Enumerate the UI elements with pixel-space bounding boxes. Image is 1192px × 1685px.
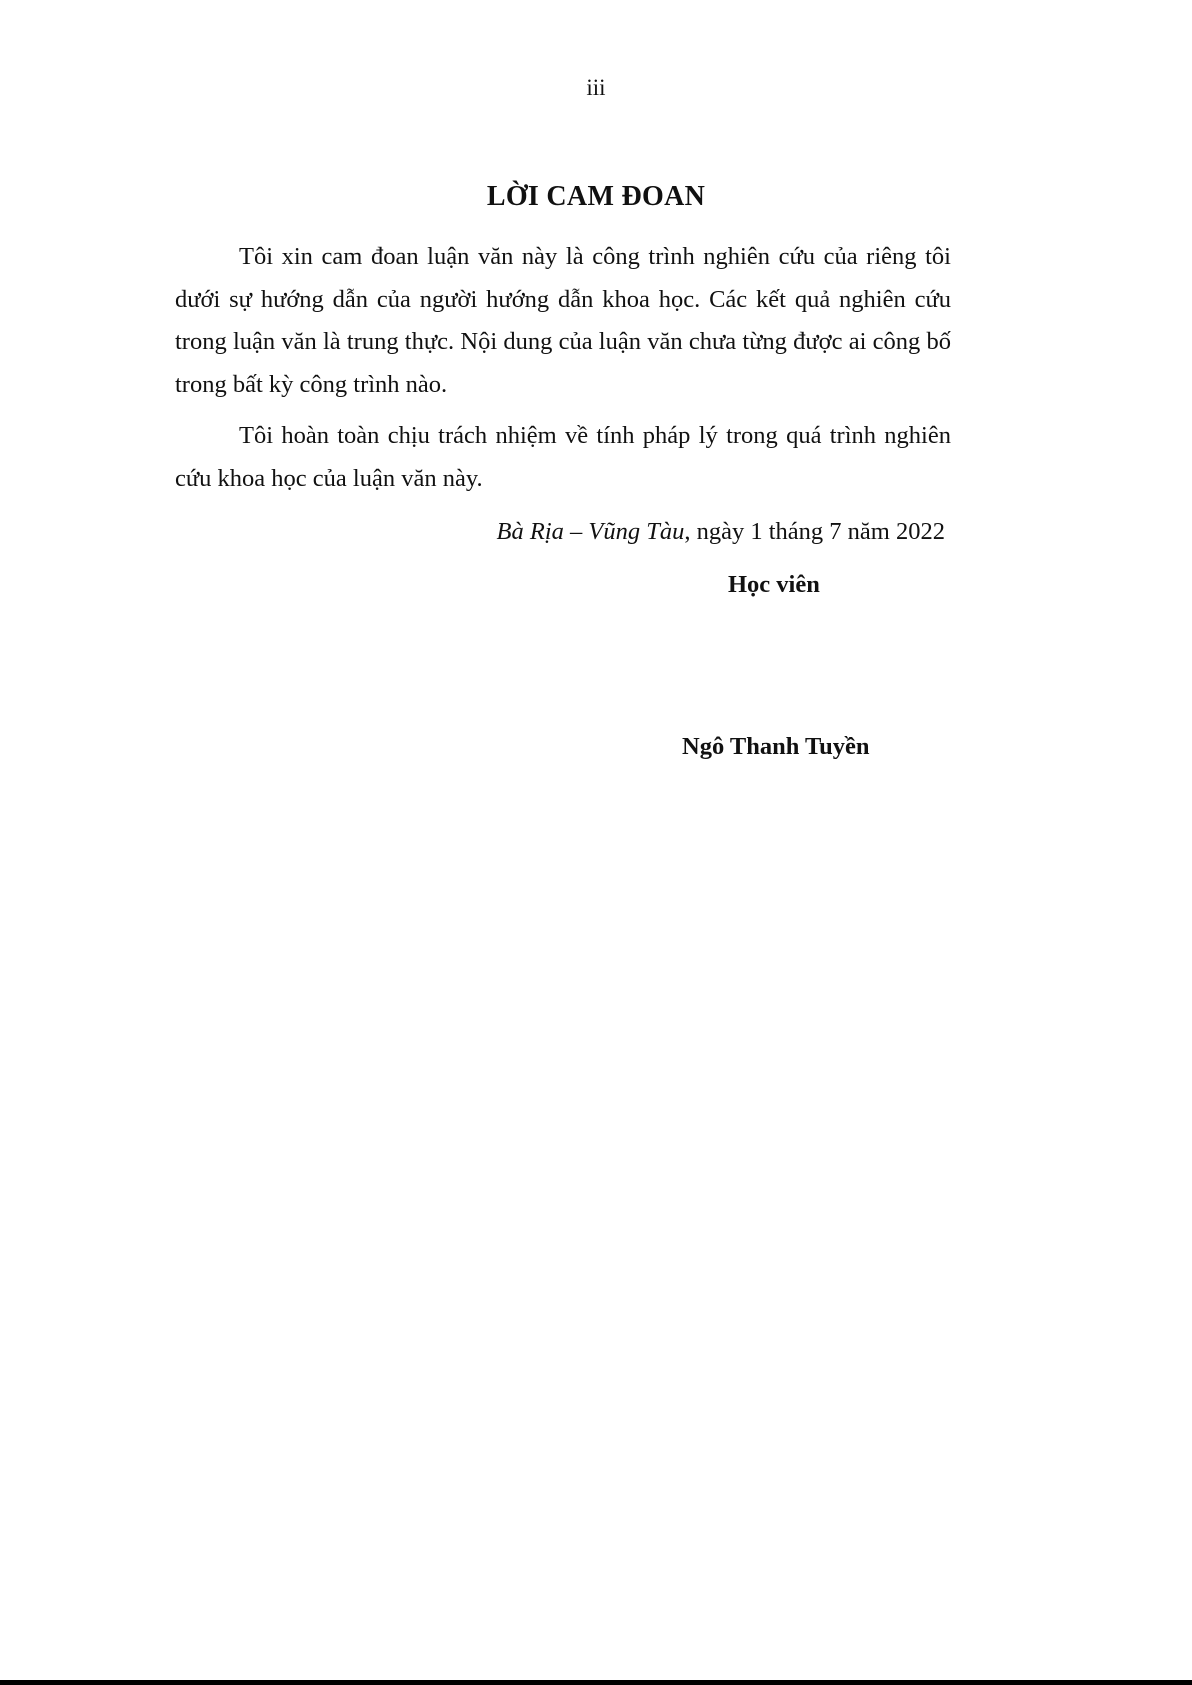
page-title: LỜI CAM ĐOAN <box>486 181 706 212</box>
date-text: , ngày 1 tháng 7 năm 2022 <box>684 518 945 545</box>
paragraph-1: Tôi xin cam đoan luận văn này là công trình nghiên cứu của riêng tôi dưới sự hướng dẫn của người hướng dẫn khoa học. Các kết quả nghiên cứu trong luận văn là trung thực. Nội dung của luận văn chưa từng được ai công bố trong bất kỳ công trình nào. <box>175 243 951 398</box>
place-date-line <box>497 517 945 547</box>
bottom-border <box>0 1680 1192 1685</box>
page-number: iii <box>586 75 606 100</box>
signer-role: Học viên <box>728 571 820 598</box>
place-name: Bà Rịa – Vũng Tàu <box>496 518 685 545</box>
signer-name: Ngô Thanh Tuyền <box>682 733 870 760</box>
declaration-body <box>175 236 951 509</box>
paragraph-2: Tôi hoàn toàn chịu trách nhiệm về tính pháp lý trong quá trình nghiên cứu khoa học của luận văn này. <box>175 422 951 492</box>
